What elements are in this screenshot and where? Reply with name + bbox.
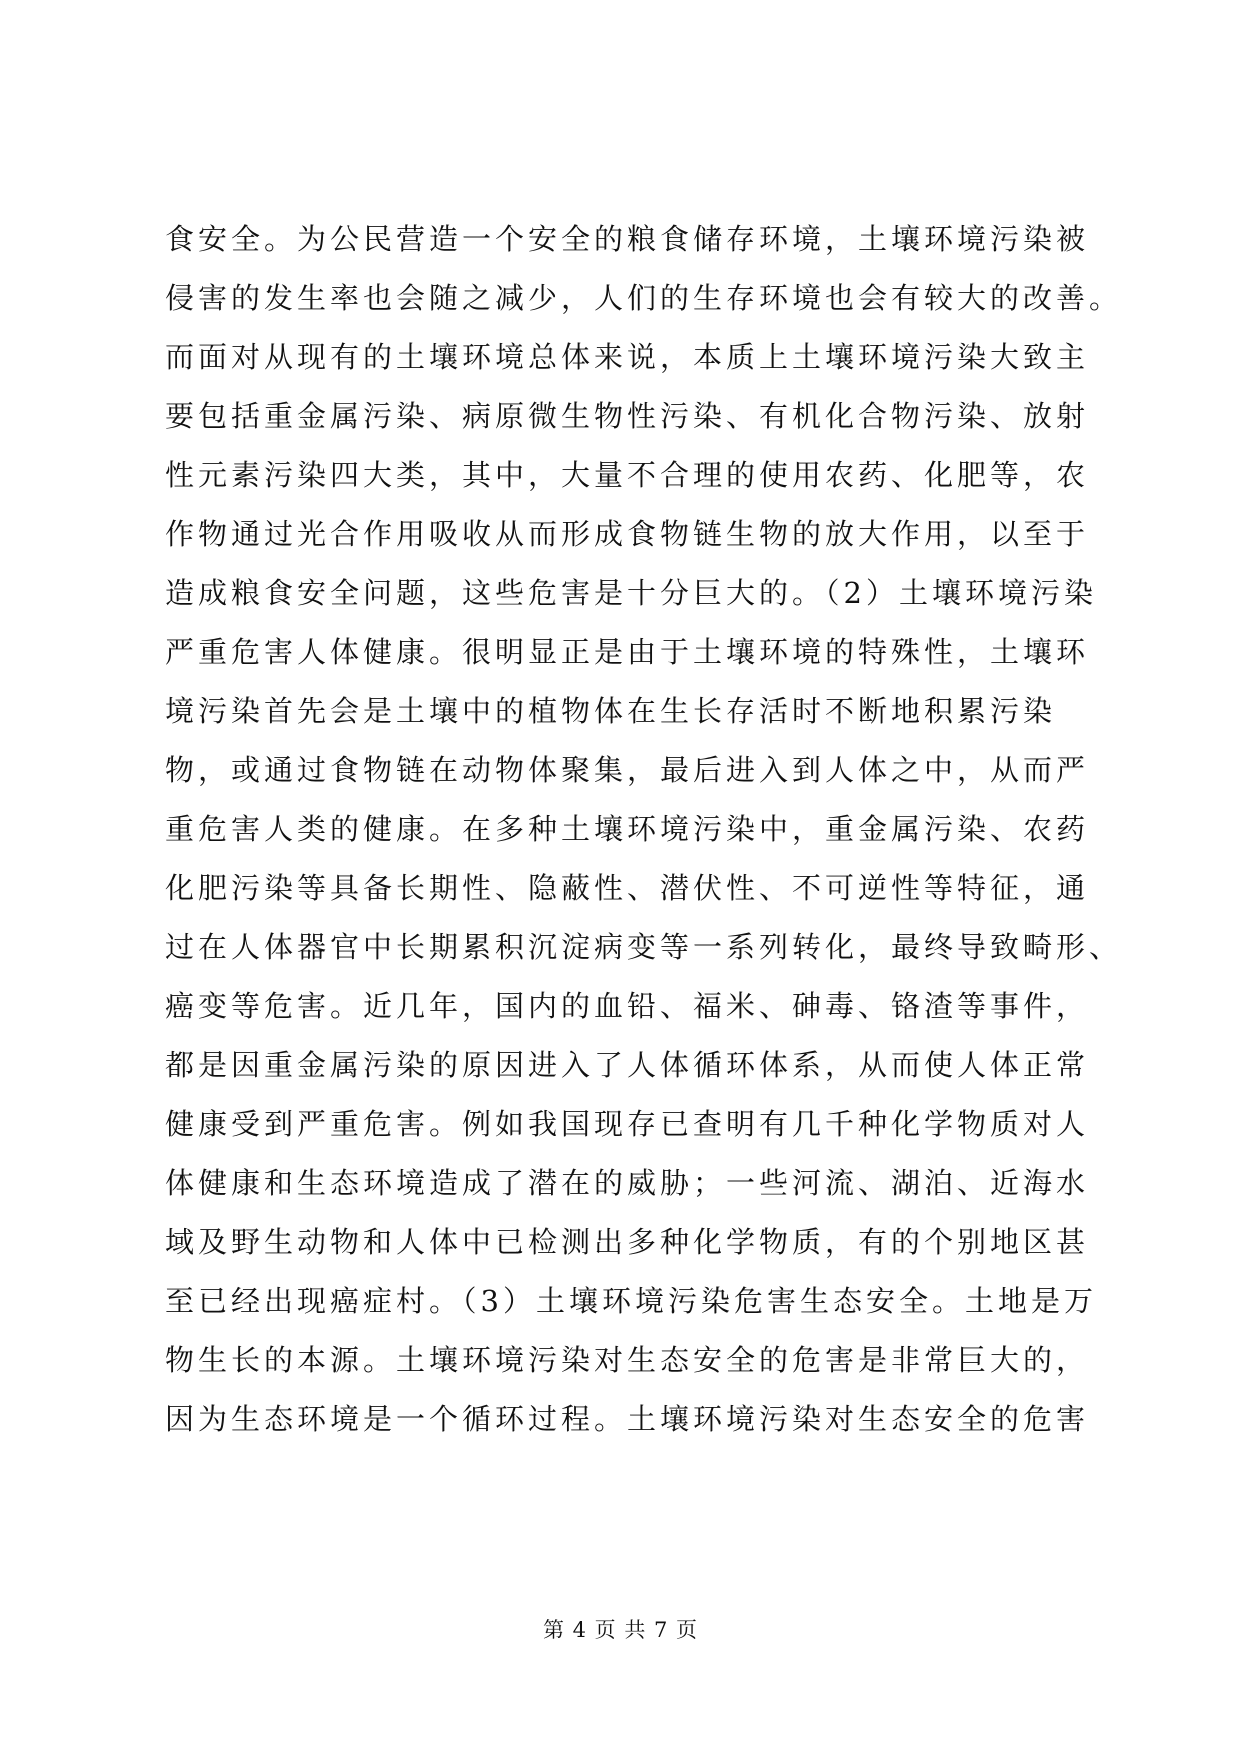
text-line: 因为生态环境是一个循环过程。土壤环境污染对生态安全的危害: [165, 1402, 1090, 1436]
text-line: 侵害的发生率也会随之减少，人们的生存环境也会有较大的改善。: [165, 281, 1123, 315]
text-line: 体健康和生态环境造成了潜在的威胁；一些河流、湖泊、近海水: [165, 1166, 1090, 1200]
text-line: 造成粮食安全问题，这些危害是十分巨大的。（2）土壤环境污染: [165, 576, 1097, 610]
page-footer: 第 4 页 共 7 页: [542, 1618, 699, 1642]
text-line: 重危害人类的健康。在多种土壤环境污染中，重金属污染、农药: [165, 812, 1090, 846]
text-line: 要包括重金属污染、病原微生物性污染、有机化合物污染、放射: [165, 399, 1090, 433]
text-line: 化肥污染等具备长期性、隐蔽性、潜伏性、不可逆性等特征，通: [165, 871, 1090, 905]
text-line: 严重危害人体健康。很明显正是由于土壤环境的特殊性，土壤环: [165, 635, 1090, 669]
text-line: 作物通过光合作用吸收从而形成食物链生物的放大作用，以至于: [165, 517, 1090, 551]
text-line: 性元素污染四大类，其中，大量不合理的使用农药、化肥等，农: [165, 458, 1090, 492]
text-line: 食安全。为公民营造一个安全的粮食储存环境，土壤环境污染被: [165, 222, 1090, 256]
text-line: 都是因重金属污染的原因进入了人体循环体系，从而使人体正常: [165, 1048, 1090, 1082]
text-line: 域及野生动物和人体中已检测出多种化学物质，有的个别地区甚: [165, 1225, 1090, 1259]
text-line: 物生长的本源。土壤环境污染对生态安全的危害是非常巨大的，: [165, 1343, 1090, 1377]
text-line: 而面对从现有的土壤环境总体来说，本质上土壤环境污染大致主: [165, 340, 1090, 374]
text-line: 癌变等危害。近几年，国内的血铅、福米、砷毒、铬渣等事件，: [165, 989, 1090, 1023]
text-line: 境污染首先会是土壤中的植物体在生长存活时不断地积累污染: [165, 694, 1057, 728]
text-line: 物，或通过食物链在动物体聚集，最后进入到人体之中，从而严: [165, 753, 1090, 787]
text-line: 健康受到严重危害。例如我国现存已查明有几千种化学物质对人: [165, 1107, 1090, 1141]
text-line: 至已经出现癌症村。（3）土壤环境污染危害生态安全。土地是万: [165, 1284, 1097, 1318]
text-line: 过在人体器官中长期累积沉淀病变等一系列转化，最终导致畸形、: [165, 930, 1123, 964]
body-text: [165, 210, 1123, 1449]
